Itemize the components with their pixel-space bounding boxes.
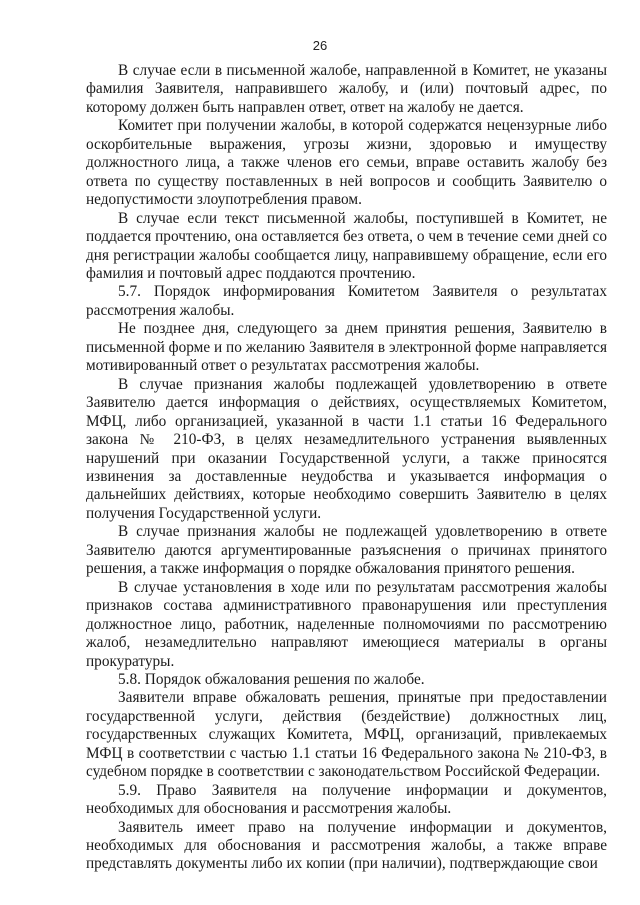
paragraph-obscene-complaint: Комитет при получении жалобы, в которой содержатся нецензурные либо оскорбительные выражения, угрозы жизни, здоровью и имуществу должностного лица, а также членов его семьи, вправе оставить жалобу без ответа по существу поставленных в ней вопросов и сообщить Заявителю о недопустимости злоупотребления правом. xyxy=(86,117,607,209)
paragraph-no-address: В случае если в письменной жалобе, направленной в Комитет, не указаны фамилия Заявителя, направившего жалобу, и (или) почтовый адрес, по которому должен быть направлен ответ, ответ на жалобу не дается. xyxy=(86,62,607,116)
paragraph-offense-signs: В случае установления в ходе или по результатам рассмотрения жалобы признаков состава административного правонарушения или преступления должностное лицо, работник, наделенные полномочиями по рассмотрению жалоб, незамедлительно направляют имеющиеся материалы в органы прокуратуры. xyxy=(86,578,607,670)
paragraph-complaint-satisfied: В случае признания жалобы подлежащей удовлетворению в ответе Заявителю дается информация о действиях, осуществляемых Комитетом, МФЦ, либо организацией, указанной в части 1.1 статьи 16 Федерального закона № 210-ФЗ, в целях незамедлительного устранения выявленных нарушений при оказании Государственной услуги, а также приносятся извинения за доставленные неудобства и указывается информация о дальнейших действиях, которые необходимо совершить Заявителю в целях получения Государственной услуги. xyxy=(86,375,607,522)
section-heading-5-9: 5.9. Право Заявителя на получение информации и документов, необходимых для обоснования и рассмотрения жалобы. xyxy=(86,781,607,818)
document-body xyxy=(86,62,607,874)
paragraph-information-right: Заявитель имеет право на получение информации и документов, необходимых для обоснования и рассмотрения жалобы, а также вправе представлять документы либо их копии (при наличии), подтверждающие свои xyxy=(86,818,607,873)
paragraph-complaint-rejected: В случае признания жалобы не подлежащей удовлетворению в ответе Заявителю даются аргументированные разъяснения о причинах принятого решения, а также информация о порядке обжалования принятого решения. xyxy=(86,523,607,578)
page-number: 26 xyxy=(312,38,328,53)
section-heading-5-8: 5.8. Порядок обжалования решения по жалобе. xyxy=(118,670,425,688)
paragraph-court-appeal: Заявители вправе обжаловать решения, принятые при предоставлении государственной услуги, действия (бездействие) должностных лиц, государственных служащих Комитета, МФЦ, организаций, привлекаемых МФЦ в соответствии с частью 1.1 статьи 16 Федерального закона № 210-ФЗ, в судебном порядке в соответствии с законодательством Российской Федерации. xyxy=(86,689,607,781)
paragraph-illegible-text: В случае если текст письменной жалобы, поступившей в Комитет, не поддается прочтению, она оставляется без ответа, о чем в течение семи дней со дня регистрации жалобы сообщается лицу, направившему обращение, если его фамилия и почтовый адрес поддаются прочтению. xyxy=(86,209,607,282)
section-heading-5-7: 5.7. Порядок информирования Комитетом Заявителя о результатах рассмотрения жалобы. xyxy=(86,283,607,319)
paragraph-answer-deadline: Не позднее дня, следующего за днем принятия решения, Заявителю в письменной форме и по желанию Заявителя в электронной форме направляется мотивированный ответ о результатах рассмотрения жалобы. xyxy=(86,320,607,375)
